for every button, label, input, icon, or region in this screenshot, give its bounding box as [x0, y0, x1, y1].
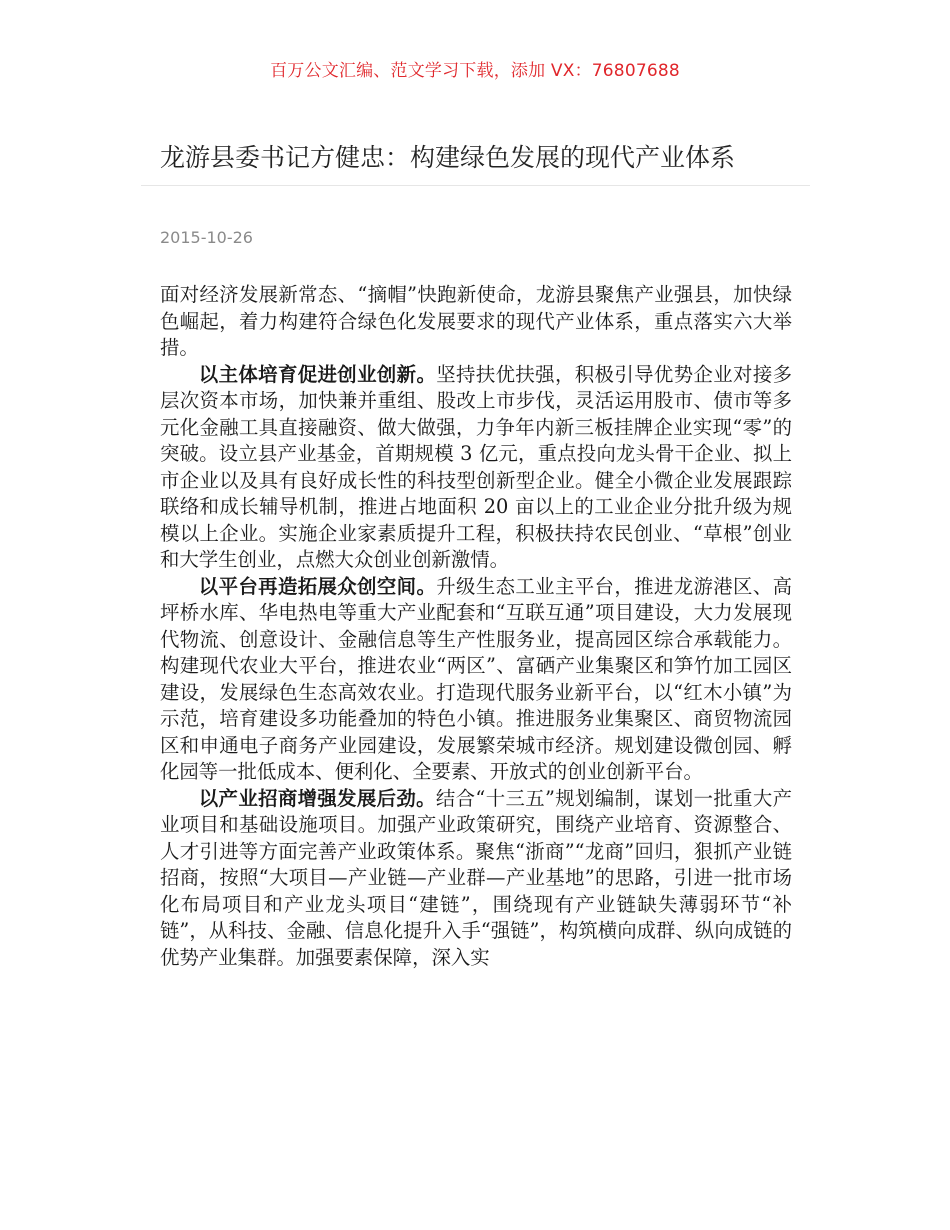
- paragraph-lead: 以主体培育促进创业创新。: [198, 362, 437, 386]
- article-paragraph: [160, 282, 792, 362]
- paragraph-lead: 以平台再造拓展众创空间。: [198, 574, 437, 598]
- header-banner: 百万公文汇编、范文学习下载，添加 VX：76807688: [270, 61, 680, 81]
- paragraph-text: 结合“十三五”规划编制，谋划一批重大产业项目和基础设施项目。加强产业政策研究，围绕产业培育、资源整合、人才引进等方面完善产业政策体系。聚焦“浙商”“龙商”回归，狠抓产业链招商，按照“大项目—产业链—产业群—产业基地”的思路，引进一批市场化布局项目和产业龙头项目“建链”，围绕现有产业链缺失薄弱环节“补链”，从科技、金融、信息化提升入手“强链”，构筑横向成群、纵向成链的优势产业集群。加强要素保障，深入实: [160, 786, 793, 969]
- publish-date: 2015-10-26: [160, 228, 253, 247]
- title-divider: [141, 185, 810, 186]
- article-paragraph: [160, 362, 792, 574]
- article-title: 龙游县委书记方健忠：构建绿色发展的现代产业体系: [160, 143, 736, 172]
- paragraph-lead: 以产业招商增强发展后劲。: [198, 786, 436, 810]
- paragraph-text: 坚持扶优扶强，积极引导优势企业对接多层次资本市场，加快兼并重组、股改上市步伐，灵活运用股市、债市等多元化金融工具直接融资、做大做强，力争年内新三板挂牌企业实现“零”的突破。设立县产业基金，首期规模 3 亿元，重点投向龙头骨干企业、拟上市企业以及具有良好成长性的科技型创新型企业。健全小微企业发展跟踪联络和成长辅导机制，推进占地面积 20 亩以上的工业企业分批升级为规模以上企业。实施企业家素质提升工程，积极扶持农民创业、“草根”创业和大学生创业，点燃大众创业创新激情。: [160, 362, 793, 571]
- paragraph-text: 升级生态工业主平台，推进龙游港区、高坪桥水库、华电热电等重大产业配套和“互联互通”项目建设，大力发展现代物流、创意设计、金融信息等生产性服务业，提高园区综合承载能力。构建现代农业大平台，推进农业“两区”、富硒产业集聚区和笋竹加工园区建设，发展绿色生态高效农业。打造现代服务业新平台，以“红木小镇”为示范，培育建设多功能叠加的特色小镇。推进服务业集聚区、商贸物流园区和申通电子商务产业园建设，发展繁荣城市经济。规划建设微创园、孵化园等一批低成本、便利化、全要素、开放式的创业创新平台。: [160, 574, 793, 783]
- article-paragraph: [160, 574, 792, 786]
- article-paragraph: [160, 786, 792, 972]
- article-body: [160, 282, 792, 971]
- paragraph-text: 面对经济发展新常态、“摘帽”快跑新使命，龙游县聚焦产业强县，加快绿色崛起，着力构建符合绿色化发展要求的现代产业体系，重点落实六大举措。: [160, 283, 792, 359]
